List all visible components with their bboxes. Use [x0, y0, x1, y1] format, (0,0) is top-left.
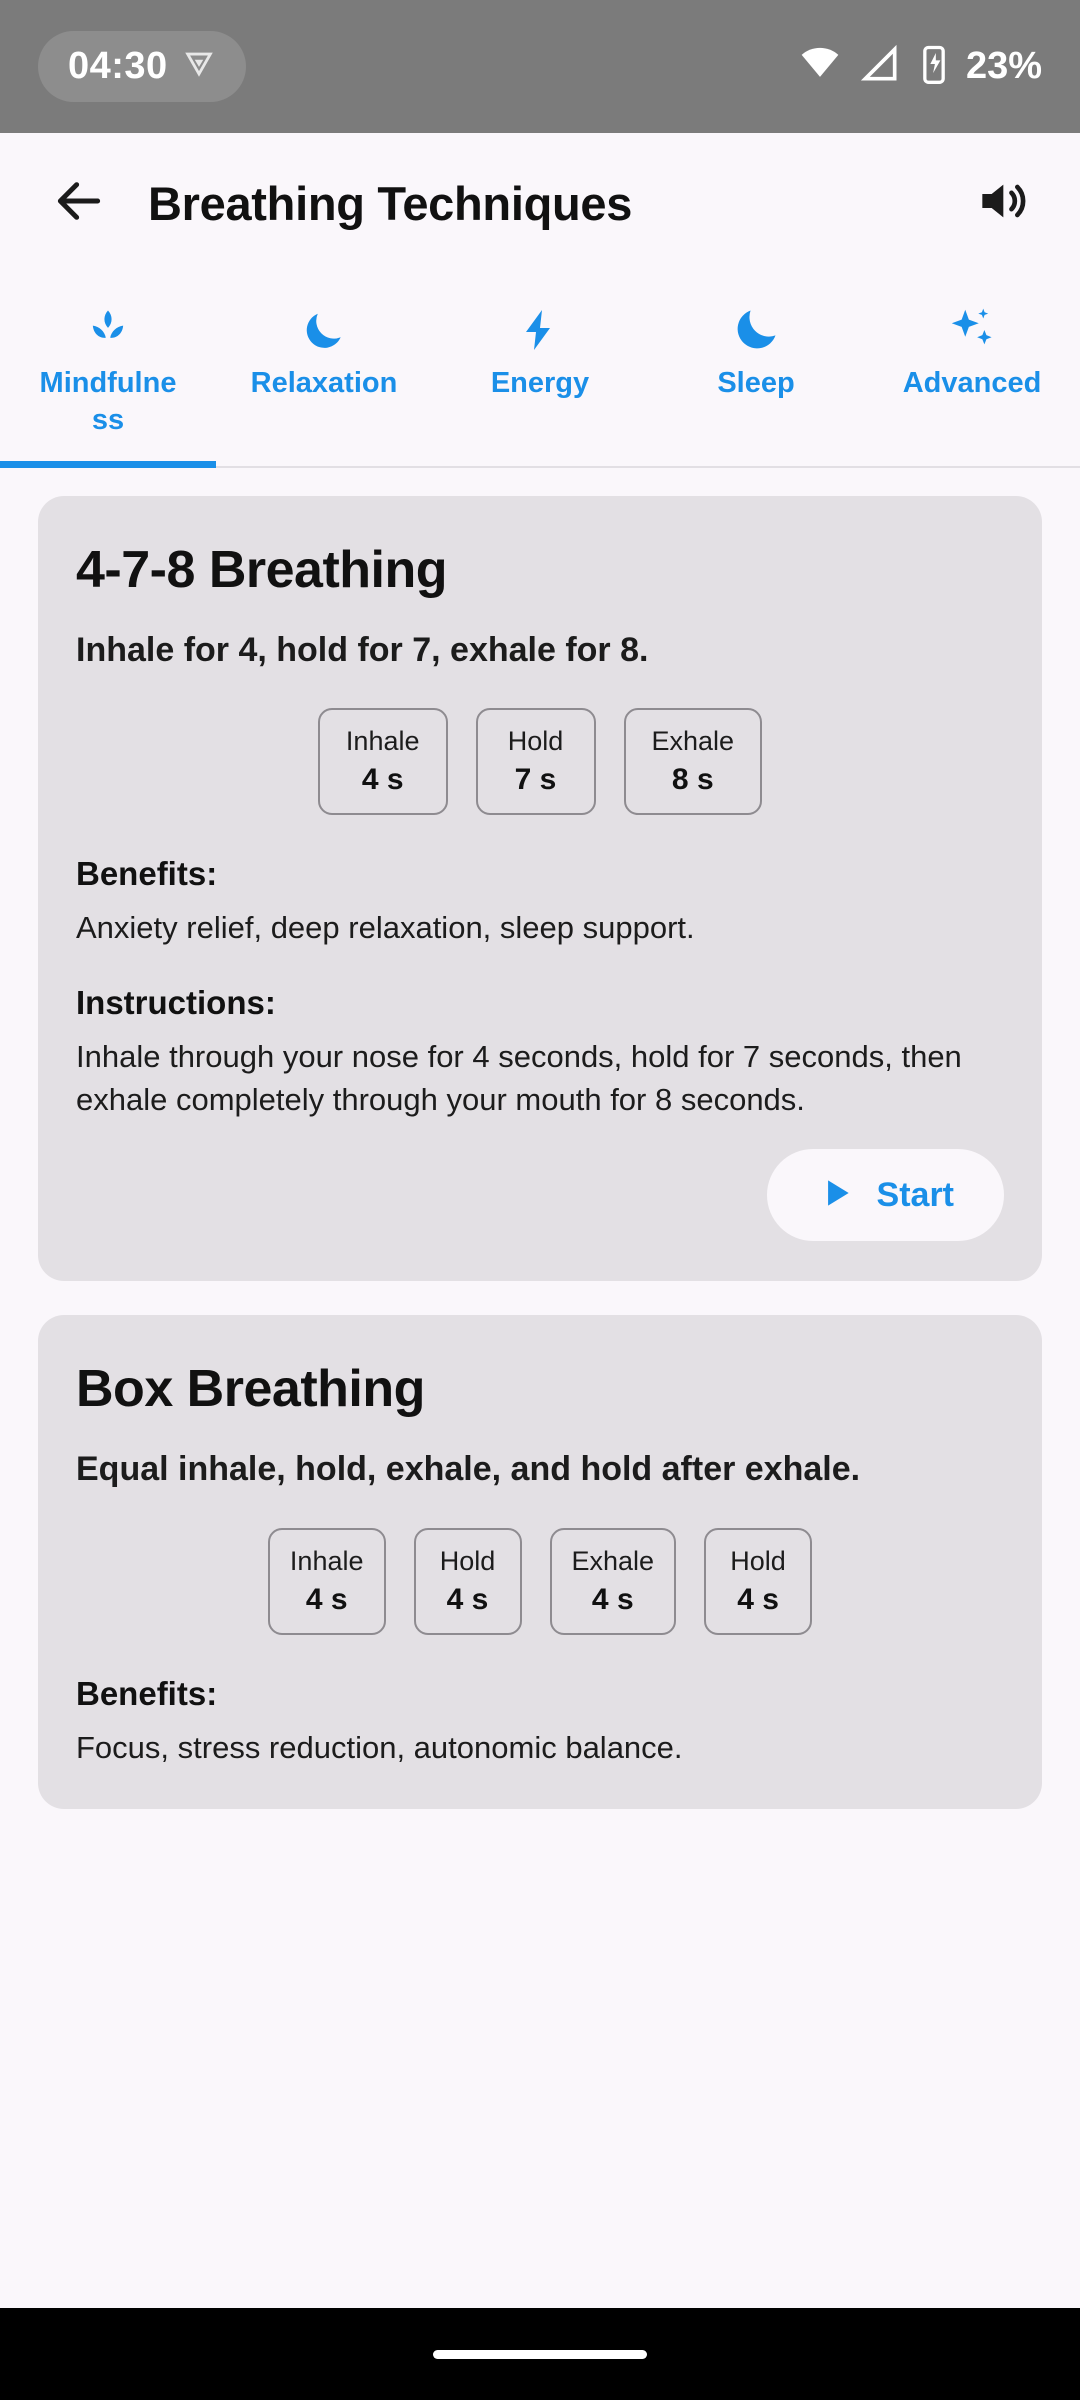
lotus-icon: [82, 301, 134, 359]
wifi-icon: [798, 42, 842, 91]
card-actions: [76, 1149, 1004, 1241]
phase-name: Inhale: [345, 726, 420, 757]
phase-duration: 4 s: [305, 1582, 348, 1616]
phase-chip: [624, 708, 763, 815]
tab-mindfulness[interactable]: [0, 273, 216, 466]
phase-name: Hold: [507, 726, 564, 757]
instructions-text: Inhale through your nose for 4 seconds, hold for 7 seconds, then exhale completely through your mouth for 8 seconds.: [76, 1038, 962, 1117]
technique-card[interactable]: [38, 496, 1042, 1281]
tab-label: Relaxation: [250, 367, 398, 399]
category-tabs: [0, 273, 1080, 468]
benefits-label: Benefits:: [76, 855, 218, 893]
phase-chip: [476, 708, 596, 815]
signal-icon: [858, 42, 902, 91]
phase-duration: 4 s: [591, 1582, 634, 1616]
page-title: Breathing Techniques: [148, 176, 633, 230]
instructions-label: Instructions:: [76, 983, 276, 1021]
phase-name: Inhale: [289, 1545, 364, 1576]
status-bar: [0, 0, 1080, 133]
start-button-label: Start: [876, 1175, 954, 1214]
phase-name: Exhale: [651, 726, 735, 757]
tab-sleep[interactable]: [648, 273, 864, 466]
phase-chip: [550, 1528, 677, 1635]
tab-label: Mindfulness: [39, 367, 177, 437]
benefits-label: Benefits:: [76, 1674, 218, 1712]
home-gesture-pill[interactable]: [433, 2350, 647, 2359]
technique-description: Equal inhale, hold, exhale, and hold after exhale.: [76, 1450, 861, 1489]
sparkles-icon: [945, 301, 999, 359]
phase-chip: [318, 708, 448, 815]
phase-duration: 4 s: [361, 763, 404, 797]
phase-name: Hold: [730, 1545, 786, 1576]
phase-duration: 4 s: [737, 1582, 779, 1616]
tab-label: Energy: [490, 367, 590, 399]
phase-list: [76, 708, 1004, 815]
tab-energy[interactable]: [432, 273, 648, 466]
volume-icon: [973, 173, 1029, 234]
battery-percent: 23%: [965, 45, 1042, 87]
tab-label: Sleep: [717, 367, 795, 399]
back-arrow-icon: [51, 173, 107, 234]
technique-title: Box Breathing: [76, 1360, 425, 1419]
back-button[interactable]: [44, 168, 114, 238]
technique-card[interactable]: [38, 1315, 1042, 1809]
phase-duration: 8 s: [671, 763, 714, 797]
start-button[interactable]: [767, 1149, 1004, 1241]
play-icon: [817, 1174, 855, 1217]
status-icons: [798, 42, 1042, 91]
phase-chip: [704, 1528, 812, 1635]
phase-name: Exhale: [571, 1545, 655, 1576]
benefits-text: Focus, stress reduction, autonomic balance.: [76, 1729, 683, 1765]
lightning-bolt-icon: [516, 301, 564, 359]
crescent-moon-icon: [299, 301, 349, 359]
system-navigation-bar: [0, 2308, 1080, 2400]
benefits-text: Anxiety relief, deep relaxation, sleep support.: [76, 910, 695, 946]
app-bar: [0, 133, 1080, 273]
status-time: 04:30: [68, 45, 168, 87]
phase-duration: 7 s: [514, 763, 557, 797]
phase-chip: [414, 1528, 522, 1635]
tab-advanced[interactable]: [864, 273, 1080, 466]
technique-description: Inhale for 4, hold for 7, exhale for 8.: [76, 631, 649, 669]
tab-relaxation[interactable]: [216, 273, 432, 466]
technique-title: 4-7-8 Breathing: [76, 541, 448, 599]
vpn-shield-icon: [182, 47, 216, 86]
battery-icon: [918, 42, 950, 91]
status-clock-pill: [38, 31, 246, 102]
sound-toggle-button[interactable]: [966, 168, 1036, 238]
tab-label: Advanced: [902, 367, 1042, 399]
moon-icon: [730, 301, 782, 359]
phase-chip: [268, 1528, 386, 1635]
phase-duration: 4 s: [446, 1582, 489, 1616]
phase-name: Hold: [439, 1545, 496, 1576]
technique-list[interactable]: [0, 468, 1080, 2308]
phase-list: [76, 1528, 1004, 1635]
